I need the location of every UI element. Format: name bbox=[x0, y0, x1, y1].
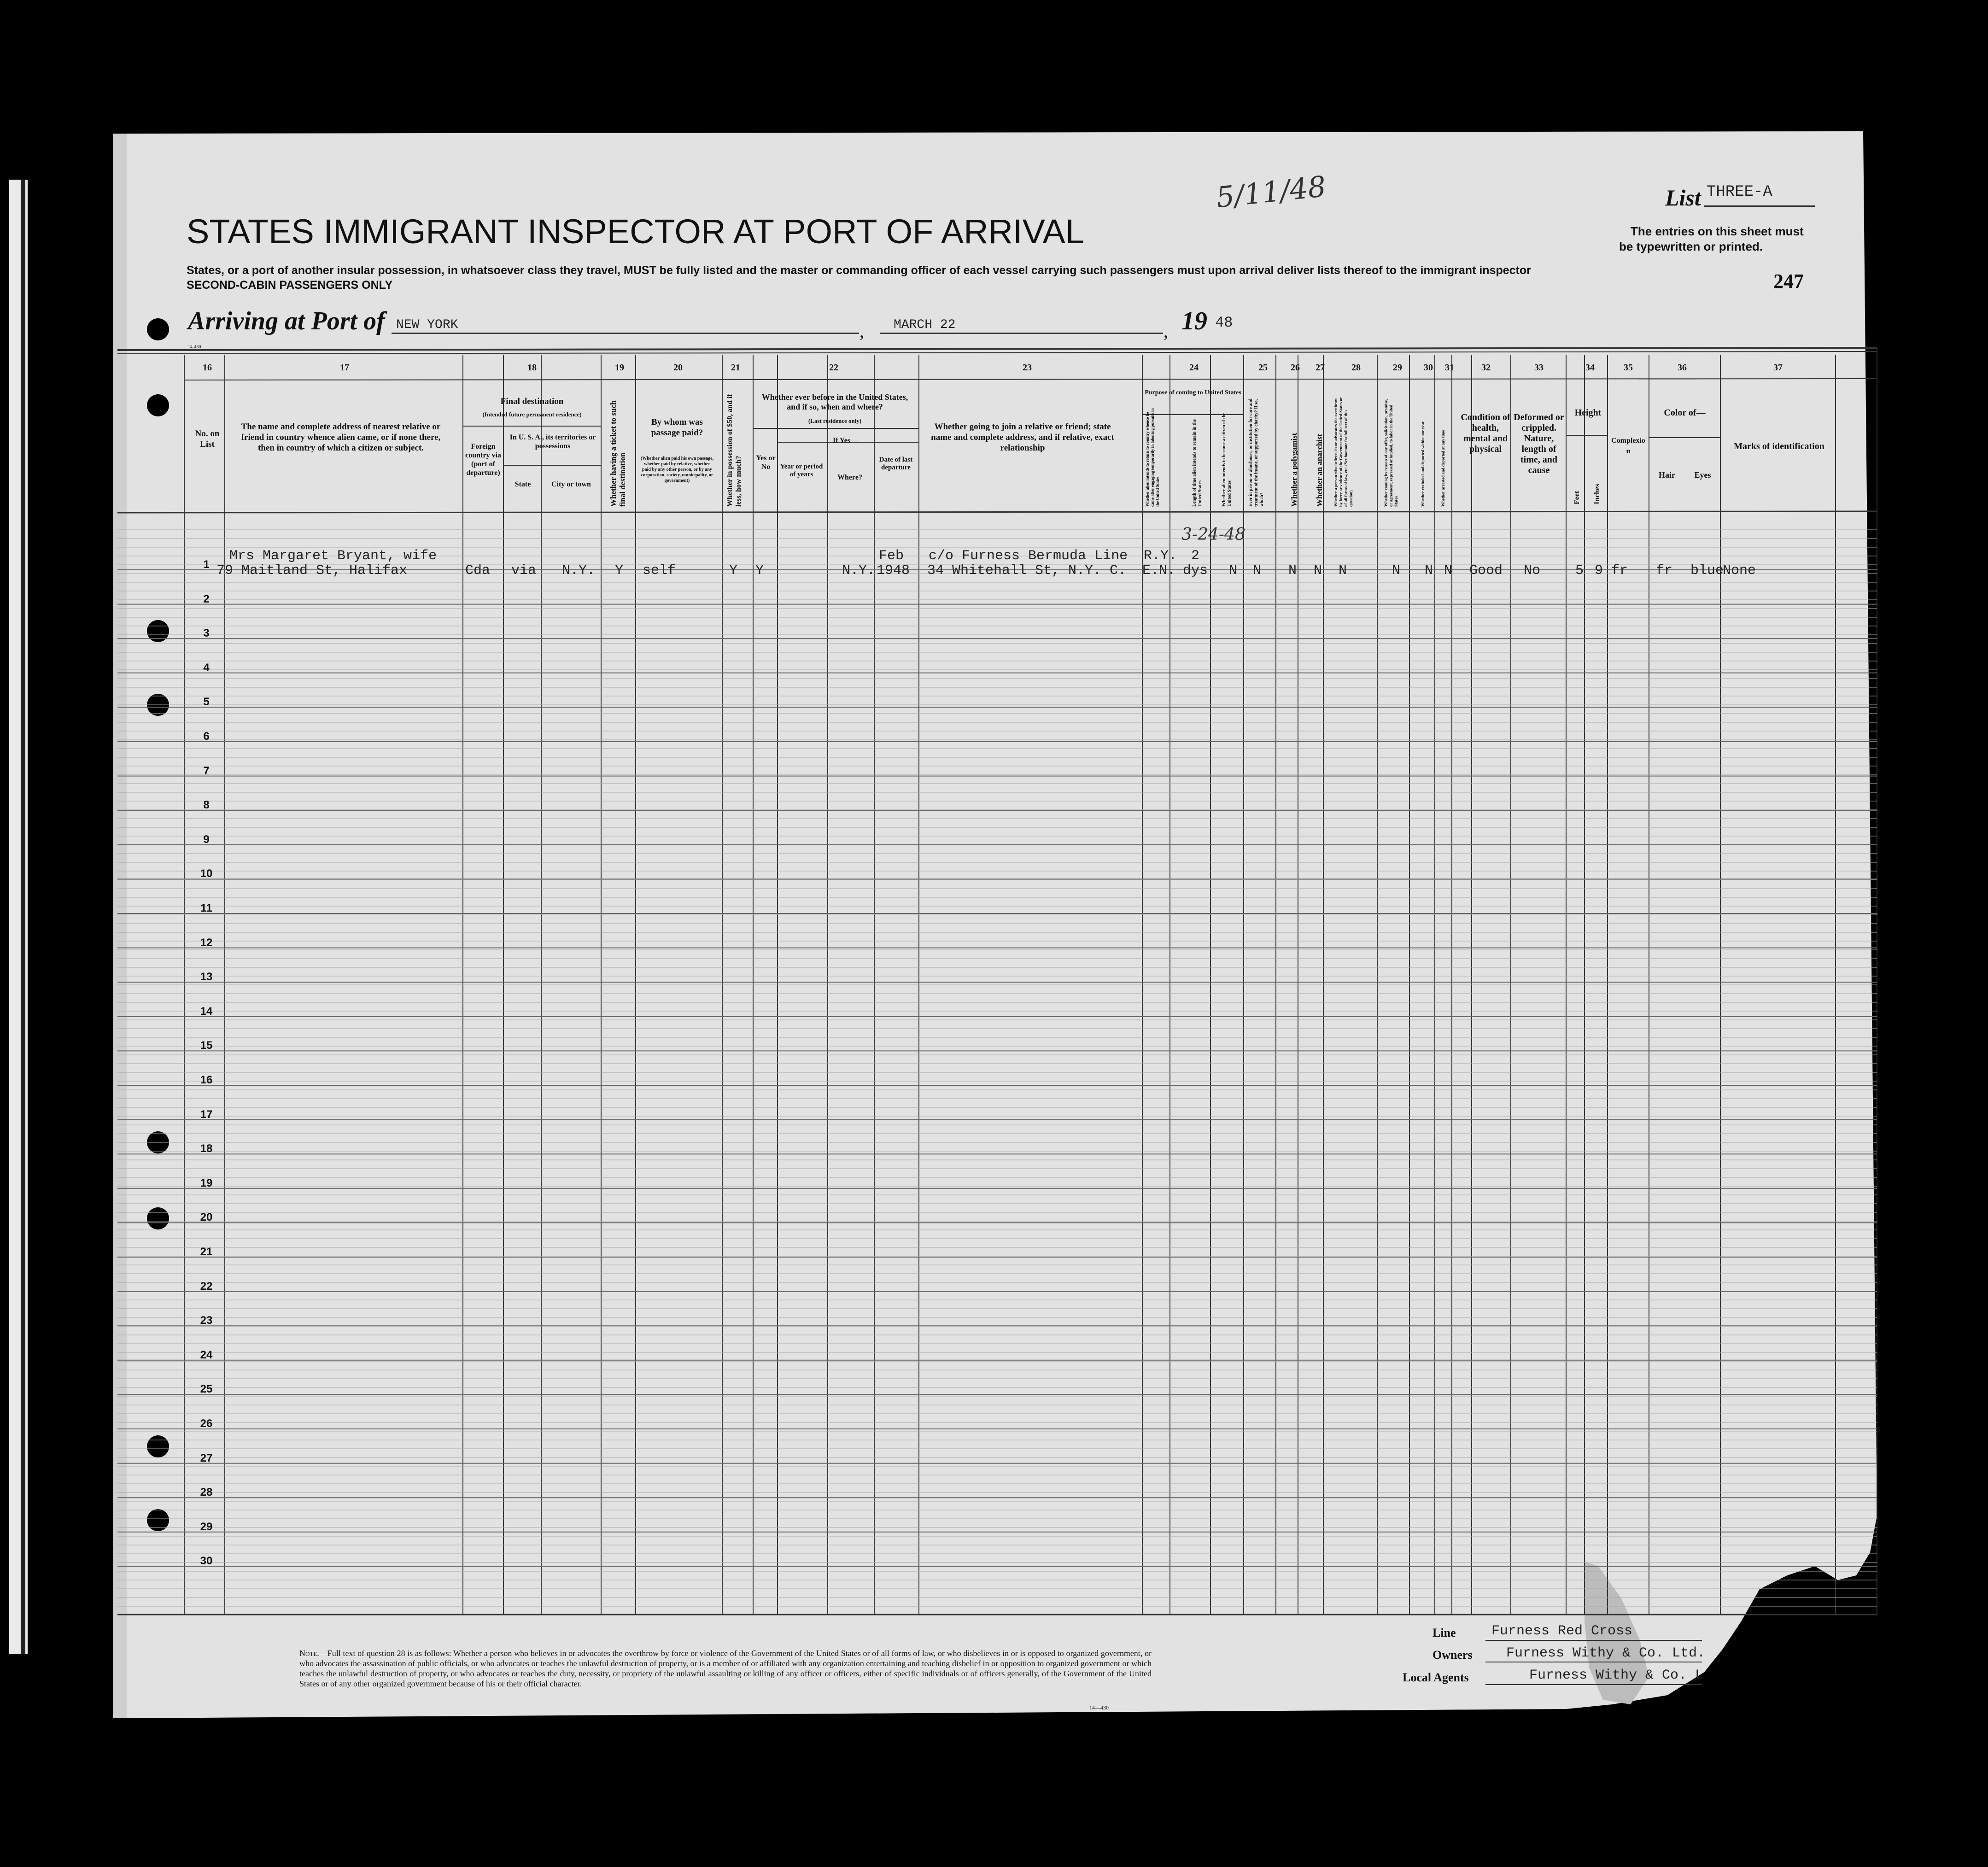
header-ever-before: Whether ever before in the United States, and if so, when and where? bbox=[761, 392, 908, 411]
header-hair: Hair bbox=[1659, 470, 1675, 480]
header-marks: Marks of identification bbox=[1734, 441, 1824, 451]
col-num-23: 23 bbox=[1023, 363, 1032, 373]
agents-underline bbox=[1485, 1684, 1702, 1685]
header-q29: Whether coming by reason of any offer, solicitation, promise, or agreement, expressed or implied, to labor in the United States bbox=[1384, 399, 1398, 507]
form-code-top: 14-430 bbox=[188, 345, 201, 350]
line-underline bbox=[1485, 1640, 1702, 1641]
where-value: N.Y. bbox=[842, 563, 876, 579]
join-line1: c/o Furness Bermuda Line bbox=[929, 548, 1128, 564]
header-health: Condition of health, mental and physical bbox=[1461, 412, 1510, 454]
row-number: 27 bbox=[200, 1451, 213, 1464]
foreign-country-value: Cda bbox=[465, 563, 491, 579]
typewritten-note-1: The entries on this sheet must bbox=[1631, 224, 1804, 238]
left-strip-dark bbox=[21, 180, 25, 1654]
purpose-value-1: R.Y. bbox=[1144, 548, 1177, 564]
row-number: 29 bbox=[200, 1520, 213, 1533]
agents-value: Furness Withy & Co. L bbox=[1529, 1668, 1704, 1683]
header-foreign-country: Foreign country via (port of departure) bbox=[465, 443, 501, 477]
list-label: List bbox=[1665, 185, 1701, 211]
header-color-of: Color of— bbox=[1664, 408, 1706, 418]
purpose-value-2: E.N. bbox=[1142, 563, 1176, 579]
header-no-on-list: No. on List bbox=[195, 429, 220, 449]
col-num-30: 30 bbox=[1424, 363, 1433, 373]
row-number: 24 bbox=[200, 1348, 213, 1361]
row-number: 10 bbox=[200, 867, 213, 880]
header-q31: Whether arrested and deported at any time bbox=[1441, 430, 1445, 507]
row-number: 14 bbox=[200, 1005, 213, 1018]
col-num-20: 20 bbox=[673, 363, 683, 373]
passage-paid-value: self bbox=[643, 563, 676, 579]
row-number: 28 bbox=[200, 1486, 213, 1499]
header-ever-before-sub: (Last residence only) bbox=[808, 417, 862, 424]
header-period: Year or period of years bbox=[780, 463, 823, 478]
date-underline bbox=[880, 333, 1163, 334]
col-num-19: 19 bbox=[615, 363, 624, 373]
relative-line1: Mrs Margaret Bryant, wife bbox=[229, 548, 437, 564]
marks-value: None bbox=[1723, 563, 1756, 579]
header-purpose: Purpose of coming to United States bbox=[1145, 389, 1241, 396]
header-eyes: Eyes bbox=[1694, 470, 1711, 480]
col-num-27: 27 bbox=[1316, 363, 1325, 373]
row-number: 19 bbox=[200, 1176, 213, 1189]
header-join-relative: Whether going to join a relative or friend; state name and complete address, and if relative, exact relationship bbox=[931, 422, 1114, 453]
page-title: STATES IMMIGRANT INSPECTOR AT PORT OF ARRIVAL bbox=[187, 212, 1085, 251]
header-where: Where? bbox=[837, 474, 862, 481]
row-number: 17 bbox=[200, 1108, 213, 1121]
row-number: 6 bbox=[203, 730, 210, 743]
punch-hole bbox=[147, 1435, 169, 1457]
punch-hole bbox=[147, 394, 169, 416]
header-passage-paid: By whom was passage paid? bbox=[651, 417, 703, 438]
header-q30: Whether excluded and deported within one year bbox=[1421, 421, 1425, 507]
punch-hole bbox=[147, 1509, 169, 1531]
header-state: State bbox=[515, 480, 531, 488]
col-num-17: 17 bbox=[340, 363, 349, 373]
row-number: 5 bbox=[203, 696, 210, 708]
header-anarchist: Whether an anarchist bbox=[1315, 433, 1324, 507]
header-purpose-c: Whether alien intends to become a citizen of the United States bbox=[1222, 412, 1232, 507]
row-number: 21 bbox=[200, 1246, 213, 1258]
footnote-label: Note. bbox=[299, 1649, 319, 1658]
line-value: Furness Red Cross bbox=[1491, 1623, 1633, 1639]
owners-label: Owners bbox=[1433, 1648, 1473, 1662]
typewritten-note-2: be typewritten or printed. bbox=[1619, 240, 1763, 253]
form-code: 14—430 bbox=[1089, 1704, 1109, 1711]
owners-value: Furness Withy & Co. Ltd. bbox=[1506, 1645, 1706, 1661]
punch-hole bbox=[147, 1207, 169, 1229]
instruction-line: States, or a port of another insular possession, in whatsoever class they travel, MUST be fully listed and the master or commanding officer of each vessel carrying such passengers must upon arrival deliver lists thereof to the immigrant inspector bbox=[187, 264, 1531, 277]
col-num-35: 35 bbox=[1624, 363, 1633, 373]
header-purpose-a: Whether alien intends to return to country whence he came after engaging temporarily in laboring pursuits in the United States bbox=[1145, 408, 1160, 507]
row-number: 4 bbox=[203, 661, 210, 674]
header-fifty-dollars: Whether in possession of $50, and if less, how much? bbox=[726, 394, 743, 507]
col-num-24: 24 bbox=[1189, 363, 1199, 373]
row-number: 12 bbox=[200, 936, 213, 949]
header-final-destination: Final destination bbox=[500, 397, 564, 406]
col-num-26: 26 bbox=[1291, 363, 1300, 373]
row-number: 13 bbox=[200, 971, 213, 983]
row-number: 26 bbox=[200, 1417, 213, 1430]
row-number: 2 bbox=[203, 592, 210, 605]
citizen-value: N bbox=[1229, 563, 1238, 579]
city-value: N.Y. bbox=[562, 563, 596, 579]
cabin-class: SECOND-CABIN PASSENGERS ONLY bbox=[187, 279, 393, 292]
inches-value: 9 bbox=[1595, 563, 1603, 579]
health-value: Good bbox=[1469, 563, 1503, 579]
polygamist-value: N bbox=[1288, 563, 1297, 579]
state-value: via bbox=[511, 563, 537, 579]
col-num-33: 33 bbox=[1534, 363, 1544, 373]
handwritten-date: 3-24-48 bbox=[1181, 525, 1245, 544]
row-number: 20 bbox=[200, 1211, 213, 1224]
row-number: 8 bbox=[203, 799, 210, 812]
col-num-37: 37 bbox=[1773, 363, 1783, 373]
col-num-32: 32 bbox=[1481, 363, 1491, 373]
last-departure-year: 1948 bbox=[877, 563, 910, 579]
date-value: MARCH 22 bbox=[894, 318, 956, 332]
header-ticket: Whether having a ticket to such final destination bbox=[609, 400, 627, 507]
q31-value: N bbox=[1444, 563, 1453, 579]
length-value-1: 2 bbox=[1191, 548, 1200, 564]
col-num-31: 31 bbox=[1445, 363, 1454, 373]
header-complexion: Complexion bbox=[1611, 437, 1645, 455]
col-num-28: 28 bbox=[1351, 363, 1361, 373]
q30-value: N bbox=[1425, 563, 1433, 579]
last-departure-month: Feb bbox=[879, 548, 904, 564]
port-underline bbox=[392, 333, 859, 334]
header-inches: Inches bbox=[1593, 484, 1601, 504]
row-number: 16 bbox=[200, 1074, 213, 1086]
header-deformed: Deformed or crippled. Nature, length of time, and cause bbox=[1514, 412, 1564, 475]
eyes-value: blue bbox=[1690, 563, 1724, 579]
col-num-16: 16 bbox=[203, 363, 212, 373]
footnote bbox=[299, 1648, 1152, 1689]
date-stamp: 5/11/48 bbox=[1214, 169, 1328, 215]
header-q28: Whether a person who believes in or advocates the overthrow by force or violence of the Government of the United States or of all forms of law, etc. (See footnote for full text of this question) bbox=[1333, 397, 1353, 507]
year-suffix: 48 bbox=[1215, 314, 1233, 331]
header-height: Height bbox=[1574, 408, 1602, 418]
sheet-edge-shadow bbox=[113, 134, 127, 1718]
complexion-value: fr bbox=[1611, 563, 1628, 579]
col-num-36: 36 bbox=[1678, 363, 1687, 373]
row-number: 9 bbox=[203, 833, 210, 846]
line-label: Line bbox=[1433, 1626, 1456, 1639]
row-number: 7 bbox=[203, 764, 210, 777]
hair-value: fr bbox=[1656, 563, 1673, 579]
row-number: 15 bbox=[200, 1039, 213, 1052]
row-number: 30 bbox=[200, 1555, 213, 1568]
agents-label: Local Agents bbox=[1403, 1671, 1469, 1684]
q28-value: N bbox=[1339, 563, 1347, 579]
header-date-last-departure: Date of last departure bbox=[879, 456, 913, 471]
year-prefix: 19 bbox=[1181, 307, 1207, 335]
punch-hole bbox=[147, 318, 169, 340]
row-number: 3 bbox=[203, 627, 210, 640]
ever-before-value: Y bbox=[755, 563, 764, 579]
arriving-label: Arriving at Port of bbox=[188, 307, 385, 335]
comma: , bbox=[860, 321, 864, 341]
comma: , bbox=[1164, 321, 1168, 341]
deformed-value: No bbox=[1524, 563, 1541, 579]
col-num-21: 21 bbox=[731, 363, 740, 373]
col-num-29: 29 bbox=[1393, 363, 1402, 373]
header-feet: Feet bbox=[1573, 491, 1581, 504]
prison-value: N bbox=[1253, 563, 1262, 579]
ticket-value: Y bbox=[615, 563, 624, 579]
join-line2: 34 Whitehall St, N.Y. C. bbox=[927, 563, 1127, 579]
col-num-18: 18 bbox=[527, 363, 537, 373]
col-num-22: 22 bbox=[829, 363, 838, 373]
header-purpose-b: Length of time alien intends to remain in the United States bbox=[1192, 419, 1203, 507]
row-number: 22 bbox=[200, 1280, 213, 1293]
anarchist-value: N bbox=[1314, 563, 1322, 579]
row-number: 18 bbox=[200, 1142, 213, 1155]
port-value: NEW YORK bbox=[396, 318, 458, 332]
header-in-usa: In U. S. A., its territories or possessions bbox=[509, 433, 596, 450]
row-number: 25 bbox=[200, 1383, 213, 1396]
q29-value: N bbox=[1392, 563, 1401, 579]
col-num-25: 25 bbox=[1258, 363, 1268, 373]
header-city: City or town bbox=[551, 480, 591, 488]
header-yes-no: Yes or No bbox=[756, 454, 776, 471]
relative-line2: 79 Maitland St, Halifax bbox=[216, 563, 408, 579]
header-final-destination-sub: (Intended future permanent residence) bbox=[482, 411, 582, 418]
row-number: 11 bbox=[200, 902, 212, 914]
header-nearest-relative: The name and complete address of nearest relative or friend in country whence alien came, or if none there, then in country of which a citizen or subject. bbox=[241, 422, 441, 453]
header-prison: Ever in prison or almshouse, or institution for care and treatment of the insane, or supported by charity? If so, which? bbox=[1248, 398, 1264, 507]
list-value: THREE-A bbox=[1707, 183, 1772, 201]
header-if-yes: If Yes— bbox=[832, 437, 858, 445]
fifty-dollars-value: Y bbox=[729, 563, 738, 579]
length-value-2: dys bbox=[1183, 563, 1208, 579]
footnote-text: —Full text of question 28 is as follows: Whether a person who believes in or advocates the overthrow by force or violence of the Government of the United States or of all forms of law, or who disbelieves in or is opposed to organized government, or who advocates the assassination of public officials, or who advocates or teaches the unlawful destruction of property, or is a member of or affiliated with any organization entertaining and teaching disbelief in or opposition to organized government or which teaches the unlawful destruction of property, or who advocates or teaches the duty, necessity, or propriety of the unlawful assaulting or killing of any officer or officers, either of specific individuals or of officers generally, of the Government of the United States or of any other organized government because of his or their official character. bbox=[299, 1649, 1152, 1688]
header-polygamist: Whether a polygamist bbox=[1290, 433, 1298, 507]
paper-sheet bbox=[113, 131, 1877, 1718]
row-number: 23 bbox=[200, 1314, 213, 1327]
feet-value: 5 bbox=[1575, 563, 1584, 579]
header-passage-paid-sub: (Whether alien paid his own passage, whether paid by relative, whether paid by any other person, or by any corporation, society, municipality, or government) bbox=[640, 456, 714, 483]
list-underline bbox=[1704, 205, 1815, 207]
col-num-34: 34 bbox=[1585, 363, 1595, 373]
row-number: 1 bbox=[203, 558, 210, 571]
sheet-number: 247 bbox=[1773, 270, 1804, 293]
